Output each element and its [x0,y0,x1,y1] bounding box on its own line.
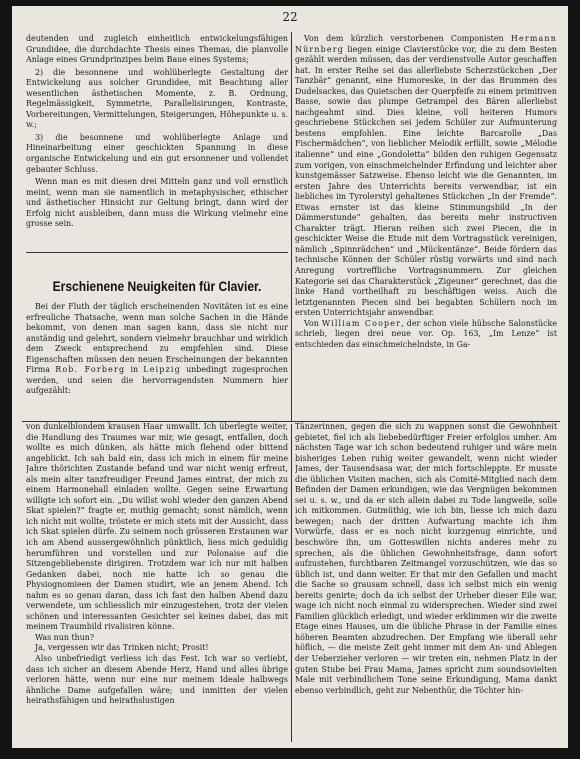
left-column-middle [26,302,288,421]
right-column-top [295,34,557,421]
text: Von [304,318,319,328]
page-number: 22 [282,10,298,24]
paragraph: 3) die besonnene und wohlüberlegte Anlage und Hineinarbeitung einer geschickten Spannung in diese organische Entwickelung und ein gut ersonnener und vollendet gebauter Schluss. [26,132,288,174]
paragraph: deutenden und zugleich einheitlich entwickelungsfähigen Grundidee, die durchdachte Thesis eines Themas, die planvolle Anlage eines Grundprinzipes beim Baue eines Systems; [26,34,288,65]
composer-name: William Cooper [321,318,402,328]
paragraph: von dunkelblondem krausen Haar umwallt. Ich überlegte weiter, die Handlung des Traumes war mir, wie gesagt, entfallen, doch wollte es mich dünken, als hätte mich flehend oder bittend angeblickt. Ich sah bald ein, dass ich mich in einem für meine Jahre thörichten Zustande befand und war nicht wenig erfreut, als mein alter tanzfreudiger Freund James eintrat, der mich zu einem Harmoneball einladen wollte. Gegen seine Erwartung willigte ich sofort ein. „Du willst wohl wieder den ganzen Abend Skat spielen?“ fragte er, muthig gemacht; sonst nämlich, wenn ich nicht mit wollte, tröstete er mich stets mit der Aussicht, dass ich Skat spielen dürfe. Zu seinem noch grösseren Erstaunen war ich am Abend aussergewöhnlich pünktlich, liess mich geduldig herumführen und vorstellen und zur Polonaise auf die Sitzengebliebenste dirigiren. Trotzdem war ich nur mit halben Gedanken dabei, noch nie hatte ich so genau die Physiognomieen der Damen studirt, wie an jenem Abend. Ich nahm es so genau daran, dass ich fast den halben Abend dazu verwendete, um schliesslich mir einzugestehen, trotz der vielen schönen und interessanten Gesichter sei keines dabei, das mit meinem Traumbild rivalisiren könne. [26,422,288,632]
column-divider-bottom [291,424,292,742]
left-column-bottom [26,422,288,742]
paragraph [26,302,288,397]
text: in [130,365,139,375]
text: Bei der Fluth der täglich erscheinenden Novitäten ist es eine erfreuliche Thatsache, wenn man solche Sachen in die Hände bekommt, von denen man sagen kann, dass sie nicht nur anständig und gelehrt, sondern vielmehr brauchbar und wirklich dem Zweck entsprechend zu empfehlen sind. Diese Eigenschaften müssen den neuen Erscheinungen der bekannten Firma [26,302,288,375]
paragraph: Ja, vergessen wir das Trinken nicht; Prosit! [35,643,209,653]
right-column-bottom [295,422,557,742]
paragraph: 2) die besonnene und wohlüberlegte Gestaltung der Entwickelung aus solcher Grundidee, mit Beachtung aller wesentlichen ästhetischen Momente, z. B. Ordnung, Regelmässigkeit, Symmetrie, Parallelisirungen, Kontraste, Vorbereitungen, Vermittelungen, Steigerungen, Höhepunkte u. s. w.; [26,67,288,130]
text: , der schon viele hübsche Salonstücke schrieb, liegen drei neue vor. Op. 163, „Im Lenze“ ist entschieden das einschmeichelndste, in Ga- [295,318,557,349]
composer-name: Hermann Nürnberg [295,34,557,54]
document-page [12,6,568,748]
paragraph: Also unbefriedigt verliess ich das Fest. Ich war so verliebt, dass ich sicher an diesem Abende Herz, Hand und alles übrige verloren hätte, wenn nur eine nur meinem Ideale halbwegs ähnliche Dame aufgefallen wäre; und inmitten der vielen heirathsfähigen und heirathslustigen [26,654,288,706]
section-title: Erschienene Neuigkeiten für Clavier. [52,278,262,294]
text: Von dem kürzlich verstorbenen Componisten [304,34,504,43]
text: unbedingt zugesprochen werden, und seien die hervorragendsten Nummern hier aufgezählt: [26,365,288,396]
paragraph: Wenn man es mit diesen drei Mitteln ganz und voll ernstlich meint, wenn man sie namentlich in metaphysischer, ethischer und ästhetischer Hinsicht zur Geltung bringt, dann wird der Erfolg nicht ausbleiben, dann muss die Wirkung vielmehr eine grosse sein. [26,177,288,229]
column-divider-top [291,32,292,422]
left-column-top [26,34,288,247]
paragraph: Was nun thun? [35,632,95,642]
section-divider [26,252,288,253]
paragraph: Tänzerinnen, gegen die sich zu wappnen sonst die Gewohnheit gebietet, fiel ich als liebebedürftiger Freier erfolglos umher. Am nächsten Tage war ich schon bedeutend ruhiger und wäre mein bisheriges Leben ruhig weiter gewandelt, wenn nicht wieder James, der Tausendsasa war, der mich fortschleppte. Er musste die üblichen Visiten machen, sich als Comité-Mitglied nach dem Befinden der Damen erkundigen, wie das Vergnügen bekommen sei u. s. w., und da er sich allein dabei zu Tode langweile, solle ich mitkommen. Gutmüthig, wie ich bin, liesse ich mich dazu bewegen; nach der dritten Aufwartung machte ich ihm Vorwürfe, dass er es noch nicht kurzgenug einrichte, und beschwöre ihn, um Gotteswillen nichts anderes mehr zu sprechen, als die üblichen Gewohnheitsfrage, dann sofort aufzustehen, furchtbaren Zeitmangel vorzuschützen, wie das so üblich ist, und dann weiter. Er that mir den Gefallen und macht die Sache so grausam schnell, dass ich selbst mich ein wenig bereits genirte; doch da ich selbst der Urheber dieser Eile war, wage ich nicht noch einmal zu widersprechen. Wieder sind zwei Familien glücklich erledigt, und wieder erklimmen wir die zweite Etage eines Hauses, um die übliche Phrase in der Familie eines höheren Beamten abzudrechen. Der Empfang wie überall sehr höflich, — die meiste Zeit geht immer mit dem An- und Ablegen der Ueberzieher verloren — wir treten ein, nehmen Platz in der guten Stube bei Frau Mama, James spricht zum soundsovielten Male mit verbindlichem Tone seine Erkundigung, Mama dankt ebenso verbindlich, geht zur Nebenthür, die Töchter hin- [295,422,557,695]
firm-name: Rob. Forberg [55,365,126,375]
paragraph [295,319,557,351]
city-name: Leipzig [143,365,181,375]
paragraph [295,34,557,319]
text: liegen einige Clavierstücke vor, die zu dem Besten gezählt werden müssen, das der verdienstvolle Autor geschaffen hat. In erster Reihe sei das allerliebste Scherzstückchen „Der Tanzbär“ genannt, eine Humoreske, in der das Brummen des Dudelsackes, das Quietschen der Querpfeife zu einem primitiven Basse, sowie das plumpe Getrampel des Bären allerliebst nachgeahmt sind. Dies kleine, voll heiteren Humors geschriebene Stückchen sei jedem Schüler zur Aufmunterung bestens empfohlen. Eine leichte Barcarolle „Das Fischermädchen“, von lieblicher Melodik erfüllt, sowie „Mélodie italienne“ und eine „Gondoletta“ bilden den ruhigen Gegensatz zum vorigen, von einschmeichelnder Erfindung und leichter aber kunstgemässer Satzweise. Ebenso leicht wie die Genannten, im ersten Jahre des Unterrichts bereits verwendbar, ist ein liebliches im Tyrolerstyl gehaltenes Stückchen „In der Fremde“. Etwas ernster ist das kleine Stimmungsbild „In der Dämmerstunde“ gehalten, das bereits mehr instructiven Charakter trägt. Hieran reihen sich zwei Piecen, die in geschickter Weise die Etude mit dem Vortragsstück vereinigen, nämlich „Spinnrädchen“ und „Mückentänze“. Beide fördern das technische Können der Schüler rüstig vorwärts und sind nach Anregung vortreffliche Vortragsnummern. Zur gleichen Kategorie sei das Charakterstück „Zigeuner“ gerechnet, das die linke Hand vortheilhaft zu beschäftigen weiss. Auch die letztgenannten Piecen sind bei begabten Schülern noch im ersten Unterrichtsjahr anwendbar. [295,44,557,318]
